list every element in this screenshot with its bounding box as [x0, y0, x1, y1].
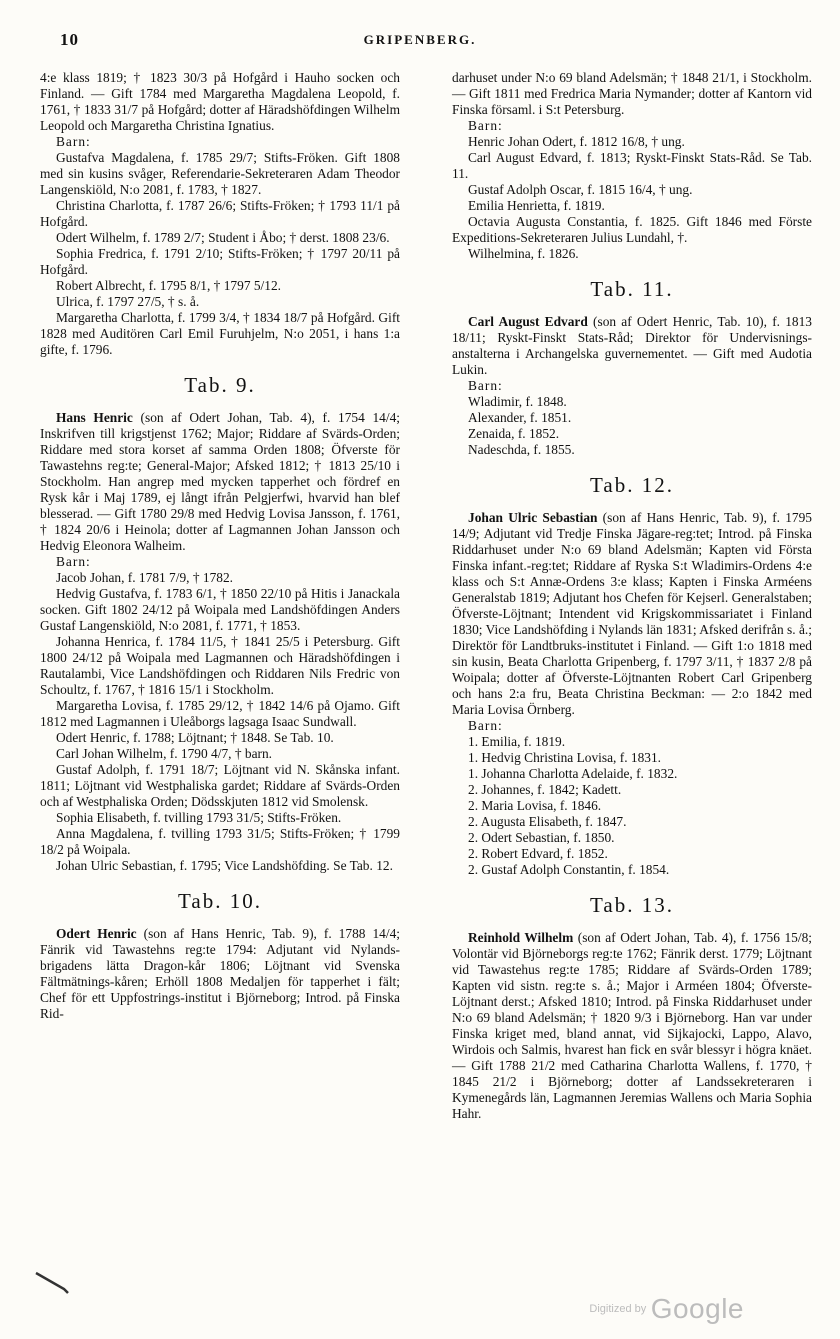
page-number: 10 — [60, 30, 79, 49]
children-heading: Barn: — [468, 118, 503, 133]
child-entry: Zenaida, f. 1852. — [468, 426, 560, 441]
children-heading: Barn: — [468, 378, 503, 393]
child-entry: Robert Albrecht, f. 1795 8/1, † 1797 5/12. — [56, 278, 282, 293]
child-entry: Odert Wilhelm, f. 1789 2/7; Student i Åbo; † derst. 1808 23/6. — [56, 230, 390, 245]
child-entry: 2. Augusta Elisabeth, f. 1847. — [468, 814, 627, 829]
child-entry: Margaretha Charlotta, f. 1799 3/4, † 1834 18/7 på Hofgård. Gift 1828 med Auditören Carl Emil Furuhjelm, N:o 2051, i hans 1:a gifte, f. 1796. — [40, 310, 400, 357]
corner-mark-icon — [34, 1269, 74, 1295]
tab-text: (son af Hans Henric, Tab. 9), f. 1795 14/9; Adjutant vid Tredje Finska Jägare-reg:tet; Introd. på Finska Riddarhuset under N:o 69 bland Adelsmän; Kapten vid Första Finska infant.-reg:tet; Riddare af Ryska S:t Wladimirs-Ordens 4:e klass och S:t Annæ-Ordens 3:e klass; Kapten i Finska Arméens Generalstab 1819; Adjutant hos Chefen för Kejserl. Generalstaben; Öfverste-Löjtnant; Intendent vid Krigskommissariatet i Finland 1830; Vice Landshöfding i Nylands län 1831; Afsked derifrån s. å.; Direktör för Landtbruks-institutet i Finland. — Gift 1:o 1818 med sin kusin, Beata Charlotta Gripenberg, f. 1797 3/11, † 1837 2/8 på Woipala; dotter af Öfverste-Löjtnanten Robert Carl Gripenberg och hans 2:a fru, Beata Christina Beckman: — 2:o 1842 med Maria Lovisa Örnberg. — [452, 510, 812, 717]
child-entry: Carl August Edvard, f. 1813; Ryskt-Finskt Stats-Råd. Se Tab. 11. — [452, 150, 812, 181]
children-heading: Barn: — [56, 554, 91, 569]
child-entry: Gustaf Adolph, f. 1791 18/7; Löjtnant vid N. Skånska infant. 1811; Löjtnant vid Westphaliska gardet; Riddare af Svärds-Orden och af Westphaliska Orden; Dödsskjuten 1812 vid Smolensk. — [40, 762, 400, 809]
tab-heading: Tab. 11. — [590, 277, 674, 301]
child-entry: 2. Johannes, f. 1842; Kadett. — [468, 782, 622, 797]
tab-heading: Tab. 10. — [178, 889, 262, 913]
child-entry: 1. Hedvig Christina Lovisa, f. 1831. — [468, 750, 662, 765]
running-head: GRIPENBERG. — [363, 32, 477, 47]
child-entry: Wilhelmina, f. 1826. — [468, 246, 579, 261]
tab-text: (son af Odert Henric, Tab. 10), f. 1813 18/11; Ryskt-Finskt Stats-Råd; Direktor för Undervisnings-anstalterna i Archangelska guvernementet. — Gift med Audotia Lukin. — [452, 314, 812, 377]
child-entry: Anna Magdalena, f. tvilling 1793 31/5; Stifts-Fröken; † 1799 18/2 på Woipala. — [40, 826, 400, 857]
digitized-by-google-watermark — [589, 1293, 744, 1325]
child-entry: Johan Ulric Sebastian, f. 1795; Vice Landshöfding. Se Tab. 12. — [56, 858, 393, 873]
child-entry: Wladimir, f. 1848. — [468, 394, 567, 409]
child-entry: Alexander, f. 1851. — [468, 410, 572, 425]
child-entry: Nadeschda, f. 1855. — [468, 442, 575, 457]
tab-heading: Tab. 13. — [590, 893, 674, 917]
tab-paragraph — [40, 410, 400, 554]
tab-paragraph — [452, 930, 812, 1122]
tab-heading: Tab. 9. — [184, 373, 256, 397]
person-name: Reinhold Wilhelm — [468, 930, 574, 945]
child-entry: 2. Gustaf Adolph Constantin, f. 1854. — [468, 862, 670, 877]
tab-paragraph — [40, 926, 400, 1022]
child-entry: 1. Johanna Charlotta Adelaide, f. 1832. — [468, 766, 678, 781]
digitized-by-label: Digitized by — [589, 1303, 647, 1315]
child-entry: 2. Odert Sebastian, f. 1850. — [468, 830, 615, 845]
person-name: Hans Henric — [56, 410, 133, 425]
tab-text: (son af Hans Henric, Tab. 9), f. 1788 14/4; Fänrik vid Tawastehns reg:te 1794: Adjutant vid Nylands-brigadens lätta Dragon-kår 1806; Löjtnant vid Svenska Fältmätnings-kåren; Erhöll 1808 Medaljen för tapperhet i fält; Chef för ett Uppfostrings-institut i Björneborg; Introd. på Finska Rid- — [40, 926, 400, 1021]
child-entry: 2. Robert Edvard, f. 1852. — [468, 846, 608, 861]
right-column — [452, 70, 812, 1122]
child-entry: Jacob Johan, f. 1781 7/9, † 1782. — [56, 570, 234, 585]
child-entry: Sophia Fredrica, f. 1791 2/10; Stifts-Fröken; † 1797 20/11 på Hofgård. — [40, 246, 400, 277]
child-entry: Sophia Elisabeth, f. tvilling 1793 31/5; Stifts-Fröken. — [56, 810, 342, 825]
left-column — [40, 70, 400, 1022]
child-entry: Carl Johan Wilhelm, f. 1790 4/7, † barn. — [56, 746, 273, 761]
child-entry: Gustaf Adolph Oscar, f. 1815 16/4, † ung. — [468, 182, 693, 197]
google-logo: Google — [650, 1293, 744, 1324]
child-entry: Gustafva Magdalena, f. 1785 29/7; Stifts-Fröken. Gift 1808 med sin kusins svåger, Referendarie-Sekreteraren Adam Theodor Langenskiöld, N:o 2081, f. 1783, † 1827. — [40, 150, 400, 197]
tab-text: (son af Odert Johan, Tab. 4), f. 1756 15/8; Volontär vid Björneborgs reg:te 1762; Fänrik derst. 1779; Löjtnant vid Tawastehus reg:te 1785; Riddare af Svärds-Orden 1789; Kapten vid sistn. reg:te s. å.; Major i Arméen 1804; Öfverste-Löjtnant derst.; Afsked 1810; Introd. på Finska Riddarhuset under N:o 69 bland Adelsmän; † 1820 9/3 i Björneborg. Han var under Finska kriget med, bland annat, vid Sijkajocki, Lappo, Alavo, Wirdois och Salmis, hvarest han fick en svår blessyr i högra knäet. — Gift 1788 21/2 med Catharina Charlotta Wallens, f. 1770, † 1845 21/2 i Björneborg; dotter af Landssekreteraren i Kymenegårds län, Lagmannen Jeremias Wallens och Maria Sophia Hahr. — [452, 930, 812, 1121]
child-entry: Christina Charlotta, f. 1787 26/6; Stifts-Fröken; † 1793 11/1 på Hofgård. — [40, 198, 400, 229]
tab-heading: Tab. 12. — [590, 473, 674, 497]
child-entry: Octavia Augusta Constantia, f. 1825. Gift 1846 med Förste Expeditions-Sekreteraren Julius Lundahl, †. — [452, 214, 812, 245]
person-name: Carl August Edvard — [468, 314, 588, 329]
tab-paragraph — [452, 314, 812, 378]
children-heading: Barn: — [56, 134, 91, 149]
child-entry: Hedvig Gustafva, f. 1783 6/1, † 1850 22/10 på Hitis i Janackala socken. Gift 1802 24/12 på Woipala med Landshöfdingen Anders Gustaf Langenskiöld, N:o 2081, f. 1771, † 1853. — [40, 586, 400, 633]
page-header — [60, 30, 780, 54]
person-name: Johan Ulric Sebastian — [468, 510, 598, 525]
tab-text: (son af Odert Johan, Tab. 4), f. 1754 14/4; Inskrifven till krigstjenst 1762; Major; Riddare af Svärds-Orden; Riddare med stora korset af samma Orden 1808; Öfverste för Tawastehns reg:te; General-Major; Afsked 1812; † 1813 25/10 i Stockholm. Han angrep med mycken tapperhet och fördref en Rysk kår i Maj 1789, ej långt ifrån Pelgjerfwi, hvarvid han blef blesserad. — Gift 1780 29/8 med Hedvig Lovisa Jansson, f. 1761, † 1824 20/6 i Heinola; dotter af Lagmannen Johan Jansson och Hedvig Eleonora Walheim. — [40, 410, 401, 553]
paragraph: darhuset under N:o 69 bland Adelsmän; † 1848 21/1, i Stockholm. — Gift 1811 med Fredrica Maria Nymander; dotter af Kantorn vid Finska församl. i S:t Petersburg. — [452, 70, 812, 117]
child-entry: 2. Maria Lovisa, f. 1846. — [468, 798, 602, 813]
child-entry: Johanna Henrica, f. 1784 11/5, † 1841 25/5 i Petersburg. Gift 1800 24/12 på Woipala med Lagmannen och Häradshöfdingen i Rautalambi, Vice Landshöfdingen och Riddaren Nils Fredric von Schoultz, f. 1767, † 1816 15/1 i Stockholm. — [40, 634, 400, 697]
child-entry: Margaretha Lovisa, f. 1785 29/12, † 1842 14/6 på Ojamo. Gift 1812 med Lagmannen i Uleåborgs lagsaga Isaac Sundwall. — [40, 698, 400, 729]
child-entry: 1. Emilia, f. 1819. — [468, 734, 566, 749]
child-entry: Ulrica, f. 1797 27/5, † s. å. — [56, 294, 200, 309]
child-entry: Odert Henric, f. 1788; Löjtnant; † 1848. Se Tab. 10. — [56, 730, 334, 745]
child-entry: Emilia Henrietta, f. 1819. — [468, 198, 605, 213]
paragraph: 4:e klass 1819; † 1823 30/3 på Hofgård i Hauho socken och Finland. — Gift 1784 med Margaretha Magdalena Leopold, f. 1761, † 1833 31/7 på Hofgård; dotter af Häradshöfdingen Wilhelm Leopold och Margaretha Christina Ignatius. — [40, 70, 400, 133]
children-heading: Barn: — [468, 718, 503, 733]
tab-paragraph — [452, 510, 812, 718]
child-entry: Henric Johan Odert, f. 1812 16/8, † ung. — [468, 134, 685, 149]
person-name: Odert Henric — [56, 926, 137, 941]
